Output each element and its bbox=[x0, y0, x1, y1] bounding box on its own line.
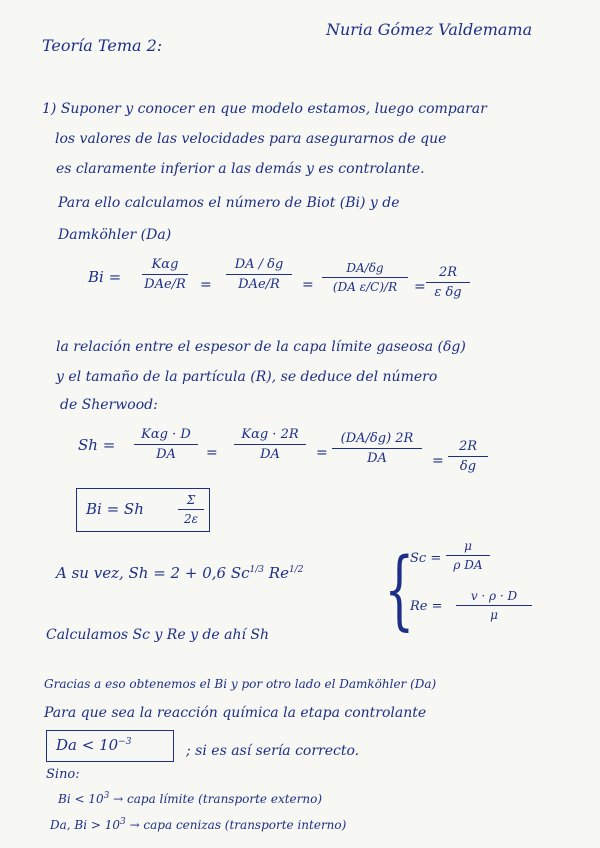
text-line: la relación entre el espesor de la capa límite gaseosa (δg) bbox=[56, 339, 466, 355]
sc-label: Sc = bbox=[410, 551, 442, 566]
denominator: DA bbox=[156, 447, 176, 462]
text-line: Para ello calculamos el número de Biot (Bi) y de bbox=[58, 195, 400, 211]
denominator: (DA ε/C)/R bbox=[332, 280, 398, 294]
equals-sign: = bbox=[316, 445, 328, 461]
sh-label: Sh = bbox=[78, 436, 116, 454]
condition-text: Da < 10 bbox=[56, 736, 119, 754]
numerator: 2R bbox=[438, 265, 458, 280]
exponent: −3 bbox=[118, 737, 132, 747]
curly-brace: { bbox=[384, 540, 415, 640]
text-line: Damköhler (Da) bbox=[58, 227, 172, 243]
author-name: Nuria Gómez Valdemama bbox=[326, 20, 533, 39]
text-line: Para que sea la reacción química la etapa controlante bbox=[44, 705, 427, 721]
denominator: DA bbox=[367, 451, 387, 466]
fraction bbox=[448, 440, 488, 473]
bi-label: Bi = bbox=[88, 268, 122, 286]
fraction bbox=[456, 590, 532, 621]
fraction bbox=[226, 258, 292, 291]
case-line bbox=[50, 818, 346, 831]
text-line: Gracias a eso obtenemos el Bi y por otro lado el Damköhler (Da) bbox=[44, 677, 437, 691]
fraction bbox=[446, 540, 490, 571]
reynolds-symbol: Re bbox=[268, 564, 289, 582]
numerator: DA / δg bbox=[234, 257, 284, 272]
denominator: ρ DA bbox=[453, 558, 483, 572]
case-result: → capa límite (transporte externo) bbox=[109, 792, 323, 806]
case-condition: Da, Bi > 10 bbox=[50, 818, 121, 832]
numerator: μ bbox=[464, 539, 472, 553]
text-line: Sino: bbox=[46, 767, 80, 782]
numerator: Σ bbox=[186, 493, 196, 507]
fraction bbox=[134, 428, 198, 461]
re-label: Re = bbox=[410, 599, 443, 614]
denominator: δg bbox=[459, 459, 477, 474]
da-condition bbox=[56, 738, 131, 753]
equals-sign: = bbox=[200, 277, 212, 293]
exponent: 3 bbox=[103, 791, 110, 801]
exponent: 1/2 bbox=[288, 565, 304, 575]
fraction bbox=[234, 428, 306, 461]
case-condition: Bi < 10 bbox=[58, 792, 104, 806]
numerator: Kαg · 2R bbox=[241, 427, 299, 442]
equals-sign: = bbox=[432, 453, 444, 469]
correlation-text: A su vez, Sh = 2 + 0,6 Sc bbox=[56, 564, 250, 582]
equals-sign: = bbox=[302, 277, 314, 293]
text-line: Calculamos Sc y Re y de ahí Sh bbox=[46, 627, 270, 643]
fraction bbox=[426, 266, 470, 299]
case-result: → capa cenizas (transporte interno) bbox=[125, 818, 347, 832]
exponent: 3 bbox=[120, 817, 126, 827]
denominator: ε δg bbox=[434, 285, 462, 300]
text-line: los valores de las velocidades para asegurarnos de que bbox=[55, 131, 447, 147]
numerator: DA/δg bbox=[346, 261, 384, 275]
case-line bbox=[58, 792, 322, 805]
denominator: 2ε bbox=[183, 512, 199, 526]
page-title: Teoría Tema 2: bbox=[42, 36, 163, 55]
fraction bbox=[142, 258, 188, 291]
denominator: μ bbox=[490, 608, 498, 622]
numerator: 2R bbox=[458, 439, 478, 454]
fraction bbox=[332, 432, 422, 465]
denominator: DAe/R bbox=[144, 277, 186, 292]
denominator: DA bbox=[260, 447, 280, 462]
text-line: es claramente inferior a las demás y es controlante. bbox=[56, 161, 425, 177]
equals-sign: = bbox=[206, 445, 218, 461]
numerator: Kαg bbox=[151, 257, 179, 272]
numerator: Kαg · D bbox=[141, 427, 191, 442]
fraction bbox=[178, 494, 204, 525]
numerator: (DA/δg) 2R bbox=[340, 431, 414, 446]
text-line: y el tamaño de la partícula (R), se deduce del número bbox=[56, 369, 438, 385]
text-line: de Sherwood: bbox=[60, 397, 158, 413]
exponent: 1/3 bbox=[249, 565, 264, 575]
boxed-bi-equation: Bi = Sh bbox=[86, 500, 144, 518]
text-line: 1) Suponer y conocer en que modelo estamos, luego comparar bbox=[42, 101, 487, 117]
text-line: ; si es así sería correcto. bbox=[186, 743, 360, 759]
equals-sign: = bbox=[414, 279, 426, 295]
sherwood-correlation bbox=[56, 566, 303, 581]
numerator: v · ρ · D bbox=[470, 589, 518, 603]
fraction bbox=[322, 262, 408, 293]
denominator: DAe/R bbox=[238, 277, 280, 292]
